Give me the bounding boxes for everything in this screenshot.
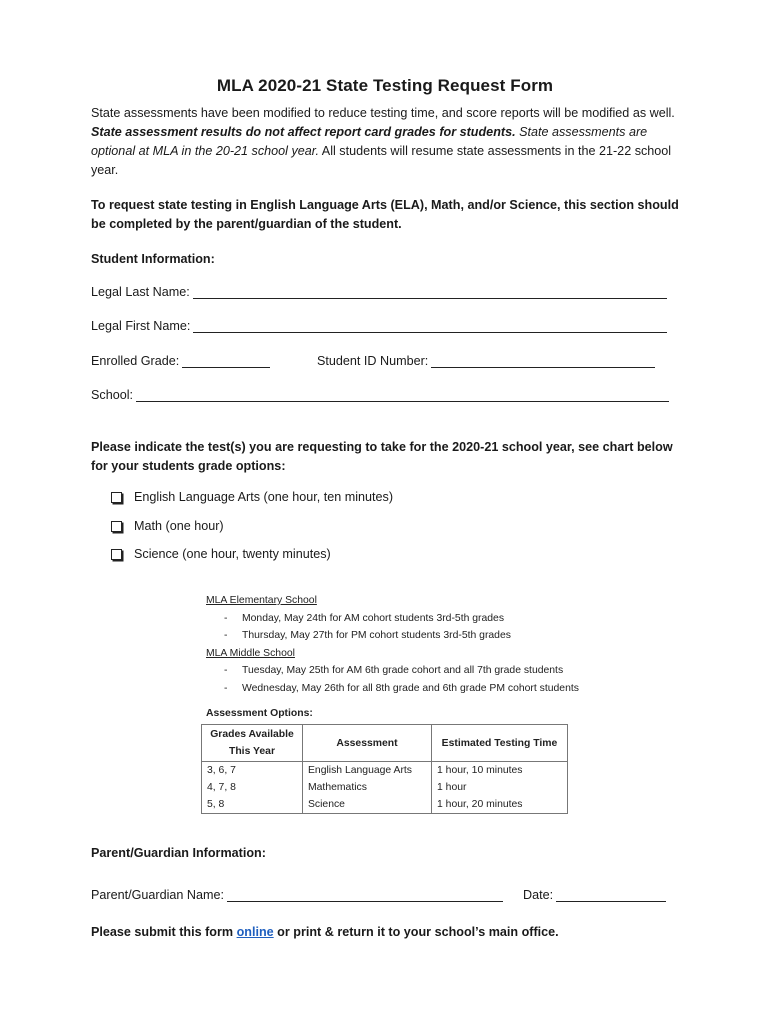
testing-schedule <box>206 592 579 697</box>
table-cell: 1 hour <box>432 779 568 796</box>
enrolled-grade-label: Enrolled Grade: <box>91 354 180 368</box>
student-id-field[interactable] <box>317 353 655 368</box>
student-info-heading: Student Information: <box>91 252 215 266</box>
parent-name-label: Parent/Guardian Name: <box>91 888 225 902</box>
table-cell: 4, 7, 8 <box>202 779 303 796</box>
table-row <box>202 796 568 814</box>
checkbox-icon[interactable] <box>111 492 122 503</box>
enrolled-grade-input[interactable] <box>182 353 270 368</box>
middle-school-name: MLA Middle School <box>206 647 295 659</box>
column-header: Assessment <box>303 725 432 762</box>
intro-text-end: All students will resume state assessments in the 21-22 school year. <box>91 144 672 177</box>
table-cell: 3, 6, 7 <box>202 762 303 780</box>
school-field[interactable] <box>91 387 669 402</box>
parent-name-field[interactable] <box>91 887 503 902</box>
schedule-item: - Tuesday, May 25th for AM 6th grade cohort and all 7th grade students <box>224 665 564 676</box>
test-request-prompt: Please indicate the test(s) you are requesting to take for the 2020-21 school year, see chart below for your students grade options: <box>91 440 673 473</box>
assessment-options-table <box>201 724 568 814</box>
table-cell: 5, 8 <box>202 796 303 814</box>
math-option[interactable] <box>111 519 224 533</box>
assessment-options-heading: Assessment Options: <box>206 708 313 719</box>
form-title: MLA 2020-21 State Testing Request Form <box>216 76 554 95</box>
intro-bold-italic: State assessment results do not affect report card grades for students. <box>91 125 516 139</box>
table-cell: Mathematics <box>303 779 432 796</box>
legal-last-name-label: Legal Last Name: <box>91 285 190 299</box>
table-cell: 1 hour, 20 minutes <box>432 796 568 814</box>
column-header: Grades Available This Year <box>202 725 303 762</box>
legal-first-name-label: Legal First Name: <box>91 319 191 333</box>
parent-info-heading: Parent/Guardian Information: <box>91 846 266 860</box>
submit-text-end: or print & return it to your school’s main office. <box>273 925 559 939</box>
legal-last-name-field[interactable] <box>91 284 667 299</box>
legal-first-name-field[interactable] <box>91 318 667 333</box>
schedule-item: - Thursday, May 27th for PM cohort students 3rd-5th grades <box>224 630 511 641</box>
submit-instruction <box>91 923 691 942</box>
instruction-text: To request state testing in English Language Arts (ELA), Math, and/or Science, this section should be completed by the parent/guardian of the student. <box>91 198 679 231</box>
schedule-item: - Monday, May 24th for AM cohort students 3rd-5th grades <box>224 612 505 624</box>
parent-name-input[interactable] <box>227 887 503 902</box>
table-header-row <box>202 725 568 762</box>
table-cell: Science <box>303 796 432 814</box>
intro-italic: State assessments are optional at MLA in the 20-21 school year. <box>91 125 648 158</box>
table-row <box>202 762 568 780</box>
science-option[interactable] <box>111 547 331 561</box>
student-id-input[interactable] <box>431 353 655 368</box>
date-label: Date: <box>523 888 554 902</box>
school-input[interactable] <box>136 387 669 402</box>
intro-paragraph <box>91 104 691 180</box>
ela-option[interactable] <box>111 490 393 504</box>
date-input[interactable] <box>556 887 666 902</box>
submit-text: Please submit this form <box>91 925 237 939</box>
legal-first-name-input[interactable] <box>193 318 667 333</box>
elementary-school-name: MLA Elementary School <box>206 595 317 606</box>
schedule-item: - Wednesday, May 26th for all 8th grade and 6th grade PM cohort students <box>224 682 579 694</box>
online-link[interactable]: online <box>236 925 274 939</box>
legal-last-name-input[interactable] <box>193 284 667 299</box>
intro-text: State assessments have been modified to reduce testing time, and score reports will be modified as well. <box>91 106 675 120</box>
ela-option-label: English Language Arts (one hour, ten minutes) <box>134 490 394 504</box>
table-cell: English Language Arts <box>303 762 432 780</box>
table-cell: 1 hour, 10 minutes <box>432 762 568 780</box>
math-option-label: Math (one hour) <box>134 519 224 533</box>
student-id-label: Student ID Number: <box>317 354 429 368</box>
date-field[interactable] <box>523 887 666 902</box>
column-header: Estimated Testing Time <box>432 725 568 762</box>
checkbox-icon[interactable] <box>111 521 122 532</box>
school-label: School: <box>91 388 134 402</box>
checkbox-icon[interactable] <box>111 549 122 560</box>
enrolled-grade-field[interactable] <box>91 353 270 368</box>
science-option-label: Science (one hour, twenty minutes) <box>134 547 331 561</box>
table-row <box>202 779 568 796</box>
